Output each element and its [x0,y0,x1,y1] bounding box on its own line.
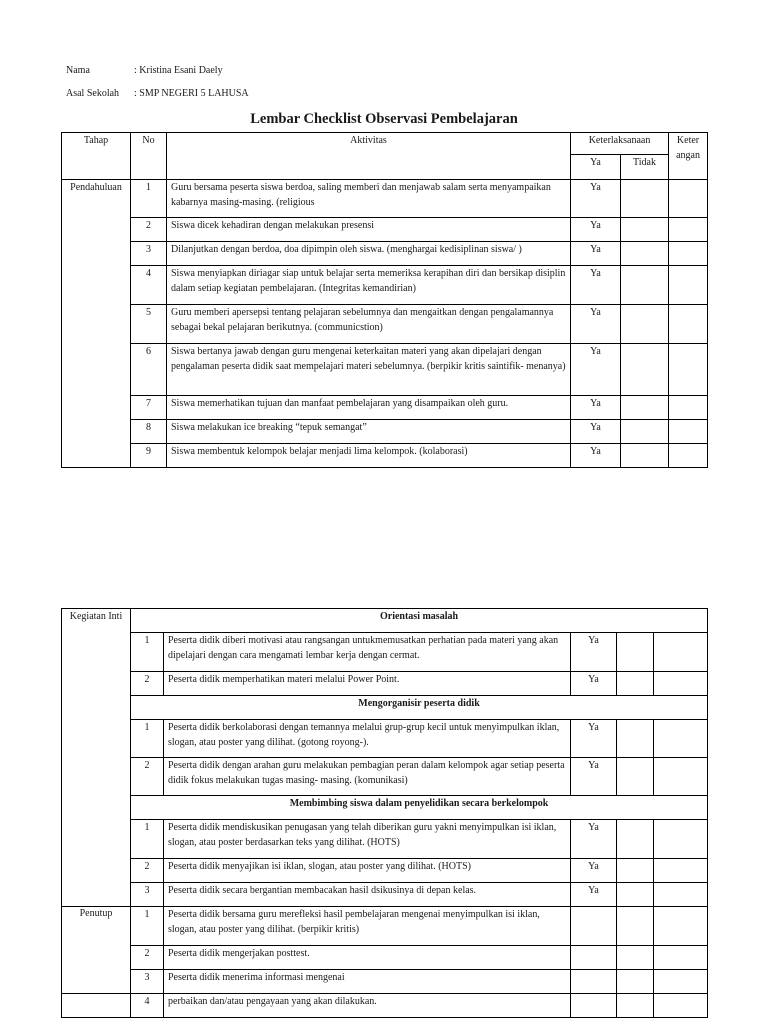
row-tidak [617,970,654,994]
row-activity: Peserta didik memperhatikan materi melalui Power Point. [164,672,571,696]
row-keterangan [654,907,708,946]
row-ya: Ya [571,633,617,672]
row-activity: Siswa melakukan ice breaking “tepuk semangat” [167,420,571,444]
row-no: 1 [131,180,167,218]
row-tidak [617,820,654,859]
row-ya: Ya [571,672,617,696]
row-activity: Siswa membentuk kelompok belajar menjadi lima kelompok. (kolaborasi) [167,444,571,468]
row-activity: Siswa bertanya jawab dengan guru mengenai keterkaitan materi yang akan dipelajari dengan pengalaman peserta didik saat mempelajari materi sebelumnya. (berpikir kritis saintifik- menanya) [167,344,571,396]
row-ya: Ya [571,859,617,883]
row-no [62,994,131,1018]
header-aktivitas: Aktivitas [167,133,571,180]
row-activity: Siswa memerhatikan tujuan dan manfaat pembelajaran yang disampaikan oleh guru. [167,396,571,420]
row-ya: Ya [571,758,617,796]
row-ya: Ya [571,820,617,859]
row-no: 4 [131,994,164,1018]
row-no: 3 [131,242,167,266]
stage-kegiatan-inti: Kegiatan Inti [62,609,131,994]
row-no: 2 [131,946,164,970]
row-keterangan [669,305,708,344]
row-no: 5 [131,305,167,344]
row-no: 1 [131,633,164,672]
row-tidak [621,305,669,344]
row-ya: Ya [571,218,621,242]
row-activity: Peserta didik bersama guru merefleksi hasil pembelajaran mengenai menyimpulkan isi iklan, slogan, atau poster yang dilihat. (berpikir kritis) [164,907,571,946]
row-tidak [621,266,669,305]
section-title: Membimbing siswa dalam penyelidikan secara berkelompok [131,796,708,820]
name-value: : Kristina Esani Daely [134,65,223,76]
row-tidak [617,946,654,970]
row-no: 1 [131,907,164,946]
page-title: Lembar Checklist Observasi Pembelajaran [250,111,518,127]
row-activity: Guru memberi apersepsi tentang pelajaran sebelumnya dan mengaitkan dengan pengalamannya sebagai bekal pelajaran berikutnya. (communicstion) [167,305,571,344]
row-tidak [621,444,669,468]
row-tidak [621,180,669,218]
row-no: 6 [131,344,167,396]
row-activity: Peserta didik menerima informasi mengenai [164,970,571,994]
header-keterlaksanaan: Keterlaksanaan [571,133,669,155]
row-ya [571,907,617,946]
row-activity: Peserta didik diberi motivasi atau rangsangan untukmemusatkan perhatian pada materi yang akan dipelajari dengan cara mengamati lembar kerja dengan cermat. [164,633,571,672]
stage-penutup: Penutup [62,906,130,920]
row-tidak [617,720,654,758]
row-keterangan [669,266,708,305]
row-no: 8 [131,420,167,444]
row-no: 9 [131,444,167,468]
row-ya: Ya [571,266,621,305]
section-title: Mengorganisir peserta didik [131,696,708,720]
row-keterangan [654,883,708,907]
row-activity: Peserta didik menyajikan isi iklan, slogan, atau poster yang dilihat. (HOTS) [164,859,571,883]
row-no: 1 [131,720,164,758]
header-tidak: Tidak [621,155,669,180]
row-ya [571,994,617,1018]
row-tidak [621,218,669,242]
row-ya: Ya [571,883,617,907]
row-tidak [617,672,654,696]
row-keterangan [669,344,708,396]
row-keterangan [654,820,708,859]
row-keterangan [654,720,708,758]
row-no: 1 [131,820,164,859]
row-ya: Ya [571,396,621,420]
row-activity: Peserta didik secara bergantian membacakan hasil dsikusinya di depan kelas. [164,883,571,907]
section-title: Orientasi masalah [131,609,708,633]
row-activity: Dilanjutkan dengan berdoa, doa dipimpin oleh siswa. (menghargai kedisiplinan siswa/ ) [167,242,571,266]
header-no: No [131,133,167,180]
row-ya: Ya [571,180,621,218]
row-keterangan [654,672,708,696]
row-keterangan [669,218,708,242]
school-label: Asal Sekolah [66,88,120,99]
row-ya: Ya [571,242,621,266]
row-no: 4 [131,266,167,305]
row-tidak [621,344,669,396]
row-ya: Ya [571,444,621,468]
row-tidak [617,859,654,883]
row-keterangan [669,444,708,468]
row-tidak [617,907,654,946]
row-keterangan [654,946,708,970]
row-activity: Siswa dicek kehadiran dengan melakukan presensi [167,218,571,242]
row-no: 3 [131,970,164,994]
row-tidak [617,994,654,1018]
row-ya: Ya [571,720,617,758]
row-no: 3 [131,883,164,907]
row-tidak [621,242,669,266]
row-tidak [617,883,654,907]
school-value: : SMP NEGERI 5 LAHUSA [134,88,249,99]
row-no: 2 [131,859,164,883]
row-activity: Peserta didik dengan arahan guru melakukan pembagian peran dalam kelompok agar setiap peserta didik fokus melakukan tugas masing- masing. (komunikasi) [164,758,571,796]
row-activity: Siswa menyiapkan diriagar siap untuk belajar serta memeriksa kerapihan diri dan bersikap disiplin dalam setiap kegiatan pembelajaran. (Integritas kemandirian) [167,266,571,305]
name-label: Nama [66,65,90,76]
row-ya [571,946,617,970]
row-no: 7 [131,396,167,420]
row-no: 2 [131,672,164,696]
row-activity: Peserta didik berkolaborasi dengan temannya melalui grup-grup kecil untuk menyimpulkan iklan, slogan, atau poster yang dilihat. (gotong royong-). [164,720,571,758]
row-keterangan [654,758,708,796]
row-activity: perbaikan dan/atau pengayaan yang akan dilakukan. [164,994,571,1018]
row-keterangan [669,180,708,218]
row-activity: Peserta didik mengerjakan posttest. [164,946,571,970]
header-tahap: Tahap [62,133,131,180]
checklist-table-intro [61,132,708,468]
row-tidak [617,758,654,796]
row-ya: Ya [571,344,621,396]
row-keterangan [654,859,708,883]
row-no: 2 [131,758,164,796]
row-ya: Ya [571,305,621,344]
row-tidak [621,420,669,444]
row-activity: Guru bersama peserta siswa berdoa, saling memberi dan menjawab salam serta menyampaikan kabarnya masing-masing. (religious [167,180,571,218]
row-ya [571,970,617,994]
row-tidak [617,633,654,672]
row-keterangan [654,970,708,994]
row-keterangan [669,420,708,444]
row-keterangan [654,994,708,1018]
row-keterangan [669,242,708,266]
row-ya: Ya [571,420,621,444]
header-ya: Ya [571,155,621,180]
row-keterangan [654,633,708,672]
row-tidak [621,396,669,420]
row-no: 2 [131,218,167,242]
checklist-table-core [61,608,708,1018]
header-keterangan: Keter angan [669,133,708,180]
row-keterangan [669,396,708,420]
row-activity: Peserta didik mendiskusikan penugasan yang telah diberikan guru yakni menyimpulkan isi iklan, slogan, atau poster berdasarkan teks yang dilihat. (HOTS) [164,820,571,859]
stage-pendahuluan: Pendahuluan [62,180,131,468]
